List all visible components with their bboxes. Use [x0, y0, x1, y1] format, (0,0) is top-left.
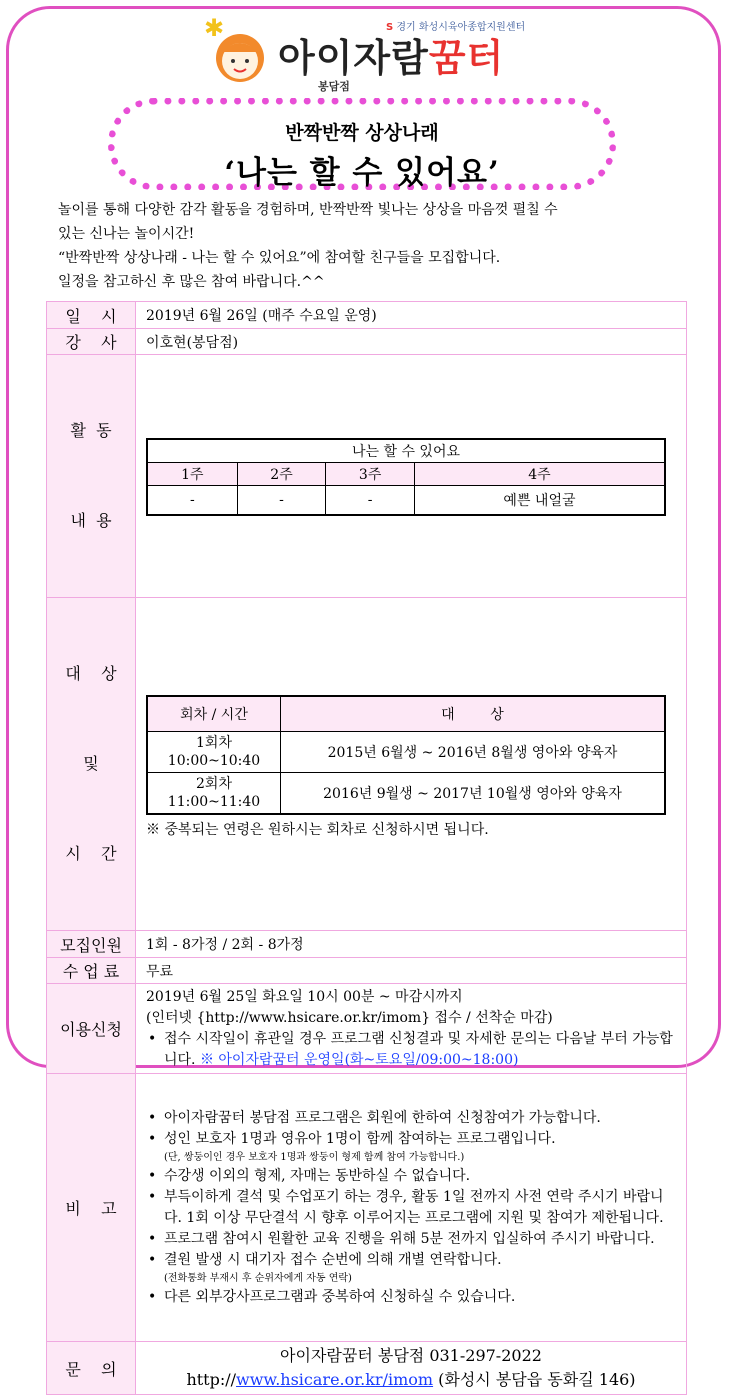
- apply-notes: [146, 1029, 676, 1071]
- target-col-header: 대 상: [281, 696, 666, 732]
- target-note: ※ 중복되는 연령은 원하시는 회차로 신청하시면 됩니다.: [146, 822, 489, 838]
- bullet-icon: •: [148, 1230, 157, 1247]
- remark-text: 아이자람꿈터 봉담점 프로그램은 회원에 한하여 신청참여가 가능합니다.: [164, 1109, 601, 1126]
- target-label-line: 대 상: [65, 664, 117, 683]
- fee-value: 무료: [136, 958, 687, 984]
- session-round: [147, 773, 281, 815]
- website-link[interactable]: www.hsicare.or.kr/imom: [236, 1370, 434, 1389]
- remark-item: [146, 1166, 676, 1187]
- remark-item: [146, 1129, 676, 1150]
- teacher-value: 이호현(봉담점): [136, 329, 687, 355]
- week-content: -: [147, 485, 237, 515]
- apply-period: 2019년 6월 25일 화요일 10시 00분 ~ 마감시까지: [146, 988, 463, 1005]
- week-header: 1주: [147, 462, 237, 485]
- week-content: 예쁜 내얼굴: [414, 485, 665, 515]
- remark-item: [146, 1108, 676, 1129]
- week-content: -: [237, 485, 326, 515]
- bullet-icon: •: [148, 1030, 157, 1047]
- bullet-icon: •: [148, 1251, 157, 1268]
- session-table: [146, 695, 666, 815]
- subtitle: 반짝반짝 상상나래: [285, 122, 439, 144]
- target-label-line: 시 간: [65, 844, 117, 863]
- bullet-icon: •: [148, 1167, 157, 1184]
- contact-web: [146, 1368, 676, 1392]
- remarks-value: [136, 1074, 687, 1342]
- session-target: 2015년 6월생 ~ 2016년 8월생 영아와 양육자: [281, 732, 666, 773]
- address: (화성시 봉담읍 동화길 146): [438, 1370, 636, 1389]
- date-label: 일 시: [47, 302, 136, 329]
- round-time: 10:00~10:40: [167, 753, 261, 769]
- remark-text: 프로그램 참여시 원활한 교육 진행을 위해 5분 전까지 입실하여 주시기 바랍니다.: [164, 1230, 655, 1247]
- intro-text: [58, 198, 683, 294]
- week-header: 3주: [326, 462, 415, 485]
- star-icon: ✱: [204, 14, 225, 42]
- recruit-value: 1회 - 8가정 / 2회 - 8가정: [136, 931, 687, 958]
- bullet-icon: •: [148, 1288, 157, 1305]
- remark-subnote: (전화통화 부재시 후 순위자에게 자동 연락): [164, 1272, 352, 1284]
- page-title: ‘나는 할 수 있어요’: [224, 155, 500, 191]
- activity-table-title: 나는 할 수 있어요: [147, 439, 665, 463]
- bullet-icon: •: [148, 1188, 157, 1205]
- intro-line: 있는 신나는 놀이시간!: [58, 226, 195, 242]
- teacher-label: 강 사: [47, 329, 136, 355]
- week-header: 4주: [414, 462, 665, 485]
- child-face-icon: [210, 28, 270, 84]
- session-target: 2016년 9월생 ~ 2017년 10월생 영아와 양육자: [281, 773, 666, 815]
- apply-note: [146, 1029, 676, 1071]
- target-label-line: 및: [83, 754, 99, 773]
- session-col-header: 회차 / 시간: [147, 696, 281, 732]
- activity-label-line: 활 동: [70, 421, 112, 440]
- logo: [204, 14, 530, 93]
- apply-value: [136, 984, 687, 1074]
- intro-line: 놀이를 통해 다양한 감각 활동을 경험하며, 반짝반짝 빛나는 상상을 마음껏 펼칠 수: [58, 202, 558, 218]
- contact-phone: 아이자람꿈터 봉담점 031-297-2022: [280, 1346, 542, 1365]
- remark-text: 결원 발생 시 대기자 접수 순번에 의해 개별 연락합니다.: [164, 1251, 502, 1268]
- url-prefix: http://: [186, 1370, 237, 1389]
- contact-value: [136, 1342, 687, 1395]
- remark-subnote: (단, 쌍둥이인 경우 보호자 1명과 쌍둥이 형제 함께 참여 가능합니다.): [164, 1151, 465, 1163]
- activity-table: [146, 438, 666, 517]
- title-box: [108, 98, 616, 190]
- activity-label: [47, 355, 136, 598]
- branch-name: 봉담점: [318, 80, 350, 93]
- target-value: [136, 598, 687, 931]
- session-round: [147, 732, 281, 773]
- remark-text: 다른 외부강사프로그램과 중복하여 신청하실 수 있습니다.: [164, 1288, 516, 1305]
- remark-text: 부득이하게 결석 및 수업포기 하는 경우, 활동 1일 전까지 사전 연락 주시기 바랍니다. 1회 이상 무단결석 시 향후 이루어지는 프로그램에 지원 및 참여가 제한됩니다.: [164, 1188, 664, 1226]
- apply-note-text: 접수 시작일이 휴관일 경우 프로그램 신청결과 및 자세한 문의는 다음날 부터 가능합니다.: [164, 1030, 673, 1068]
- date-value: 2019년 6월 26일 (매주 수요일 운영): [136, 302, 687, 329]
- activity-value: [136, 355, 687, 598]
- center-name: S 경기 화성시육아종합지원센터: [386, 22, 526, 33]
- remark-item: [146, 1287, 676, 1308]
- round-label: 2회차: [196, 776, 232, 792]
- intro-line: “반짝반짝 상상나래 - 나는 할 수 있어요”에 참여할 친구들을 모집합니다.: [58, 250, 501, 266]
- contact-label: 문 의: [47, 1342, 136, 1395]
- remark-text: 성인 보호자 1명과 영유아 1명이 함께 참여하는 프로그램입니다.: [164, 1130, 556, 1147]
- recruit-label: 모집인원: [47, 931, 136, 958]
- brand-name: 아이자람꿈터: [278, 36, 505, 80]
- bullet-icon: •: [148, 1130, 157, 1147]
- round-label: 1회차: [196, 735, 232, 751]
- target-label: [47, 598, 136, 931]
- intro-line: 일정을 참고하신 후 많은 참여 바랍니다.^^: [58, 274, 325, 290]
- info-table: [46, 301, 687, 1395]
- week-header: 2주: [237, 462, 326, 485]
- bullet-icon: •: [148, 1109, 157, 1126]
- remarks-list: [146, 1108, 676, 1308]
- remark-item: [146, 1229, 676, 1250]
- activity-label-line: 내 용: [70, 511, 112, 530]
- remark-item: [146, 1250, 676, 1271]
- apply-method: (인터넷 {http://www.hsicare.or.kr/imom} 접수 / 선착순 마감): [146, 1009, 553, 1026]
- remark-item: [146, 1187, 676, 1229]
- week-content: -: [326, 485, 415, 515]
- apply-hours: ※ 아이자람꿈터 운영일(화~토요일/09:00~18:00): [199, 1051, 519, 1068]
- fee-label: 수 업 료: [47, 958, 136, 984]
- remark-text: 수강생 이외의 형제, 자매는 동반하실 수 없습니다.: [164, 1167, 471, 1184]
- round-time: 11:00~11:40: [167, 794, 261, 810]
- remarks-label: 비 고: [47, 1074, 136, 1342]
- apply-label: 이용신청: [47, 984, 136, 1074]
